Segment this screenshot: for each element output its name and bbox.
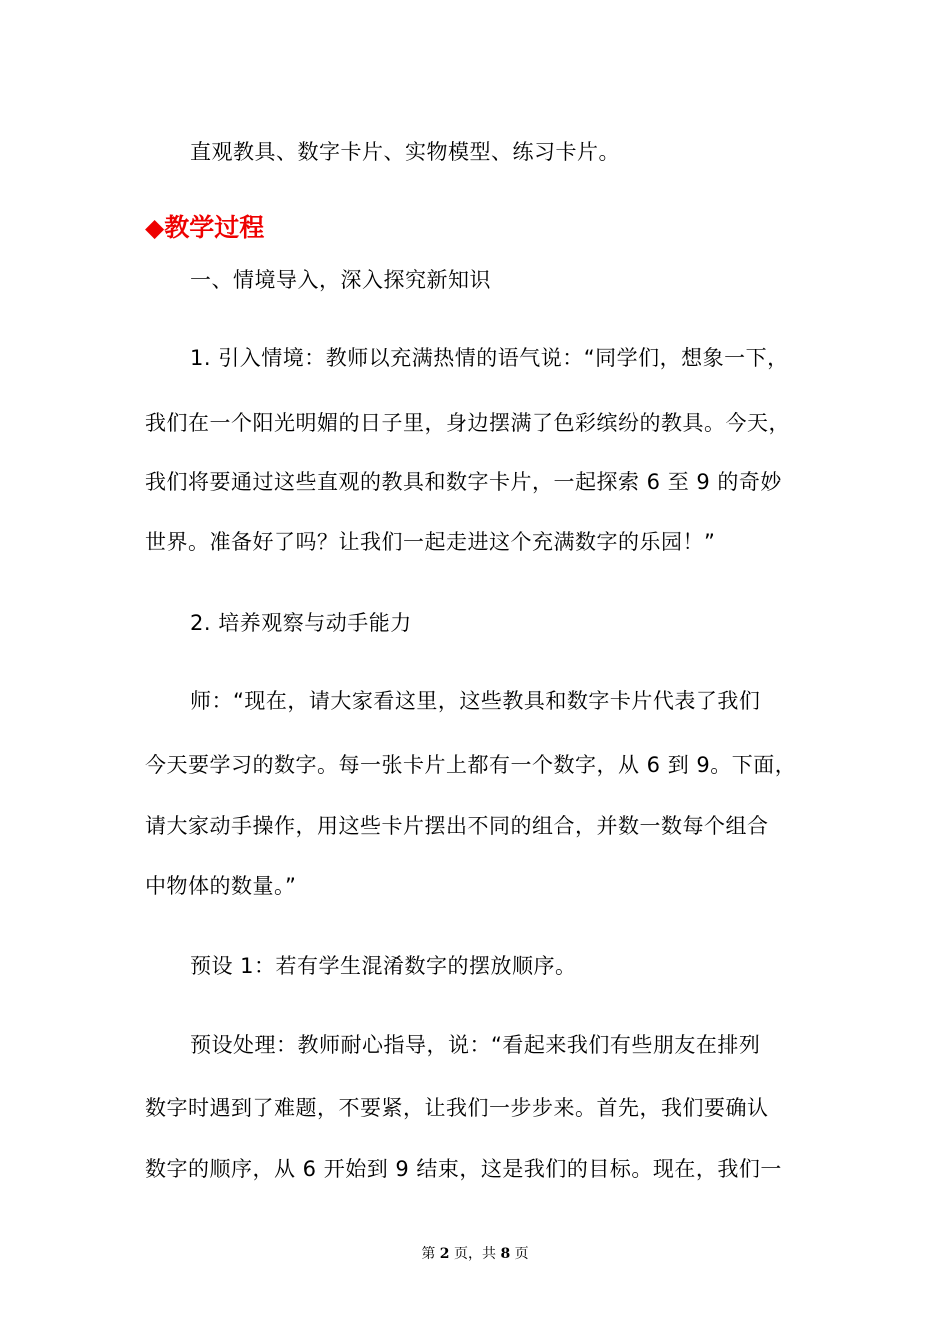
footer-prefix: 第 <box>421 1246 436 1262</box>
item1-line2: 我们在一个阳光明媚的日子里，身边摆满了色彩缤纷的教具。今天， <box>145 411 790 435</box>
footer-page-number: 2 <box>439 1246 450 1262</box>
item2-line2: 今天要学习的数字。每一张卡片上都有一个数字，从 6 到 9。下面， <box>145 753 797 777</box>
item2-line4: 中物体的数量。” <box>145 874 297 898</box>
footer-total-pages: 8 <box>500 1246 511 1262</box>
item2-title: 2. 培养观察与动手能力 <box>190 611 412 635</box>
footer-middle: 页，共 <box>454 1246 496 1262</box>
footer-suffix: 页 <box>514 1246 529 1262</box>
section-heading: ◆教学过程 <box>145 213 265 242</box>
item2-line1: 师：“现在，请大家看这里，这些教具和数字卡片代表了我们 <box>190 689 761 713</box>
part-one-title: 一、情境导入，深入探究新知识 <box>190 268 491 292</box>
materials-line: 直观教具、数字卡片、实物模型、练习卡片。 <box>190 140 620 164</box>
item1-line1: 1. 引入情境：教师以充满热情的语气说：“同学们，想象一下， <box>190 346 789 370</box>
item1-line4: 世界。准备好了吗？让我们一起走进这个充满数字的乐园！” <box>145 530 716 554</box>
preset-handling-line3: 数字的顺序，从 6 开始到 9 结束，这是我们的目标。现在，我们一 <box>145 1157 782 1181</box>
item1-line3: 我们将要通过这些直观的教具和数字卡片，一起探索 6 至 9 的奇妙 <box>145 470 782 494</box>
item2-line3: 请大家动手操作，用这些卡片摆出不同的组合，并数一数每个组合 <box>145 814 769 838</box>
preset1-line: 预设 1：若有学生混淆数字的摆放顺序。 <box>190 954 577 978</box>
page-footer <box>0 1244 950 1264</box>
preset-handling-line1: 预设处理：教师耐心指导，说：“看起来我们有些朋友在排列 <box>190 1033 761 1057</box>
preset-handling-line2: 数字时遇到了难题，不要紧，让我们一步步来。首先，我们要确认 <box>145 1096 769 1120</box>
